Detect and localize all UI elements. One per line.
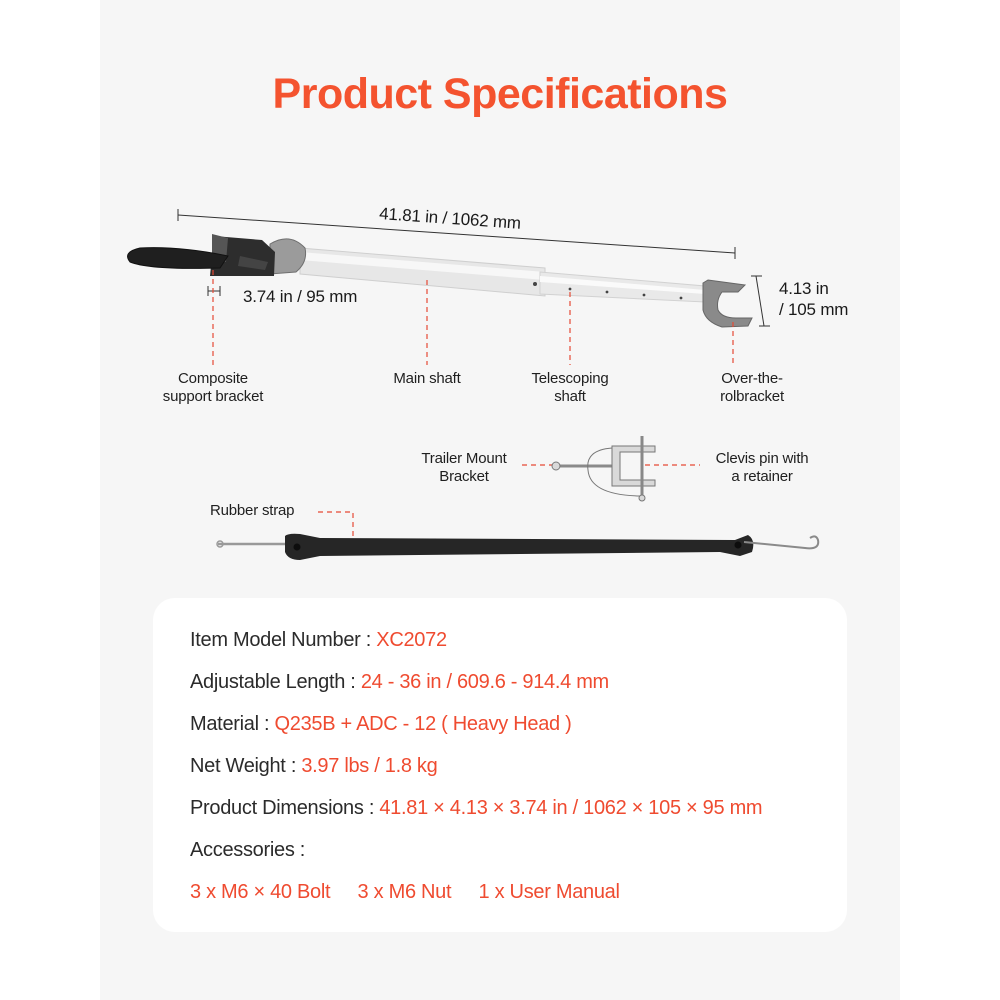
label-main-shaft: Main shaft <box>393 370 461 387</box>
accessory-item: 1 x User Manual <box>478 881 620 903</box>
bracket-height-label: 4.13 in / 105 mm <box>779 279 849 319</box>
label-rubber-strap: Rubber strap <box>210 502 295 519</box>
page-title: Product Specifications <box>272 70 728 118</box>
handle-width-dimension <box>208 286 220 296</box>
label-over-the-roll-bracket: Over-the- rolbracket <box>720 370 784 405</box>
trailer-mount-bracket-image <box>552 436 655 501</box>
rubber-strap-image <box>217 534 818 560</box>
spec-model-number: Item Model Number : XC2072 <box>190 629 447 651</box>
spec-net-weight: Net Weight : 3.97 lbs / 1.8 kg <box>190 755 438 777</box>
spec-accessories-list <box>190 880 642 904</box>
label-clevis-pin: Clevis pin with a retainer <box>715 450 809 485</box>
bracket-height-dimension <box>751 276 770 326</box>
overall-length-label: 41.81 in / 1062 mm <box>378 203 522 233</box>
label-composite-support-bracket: Composite support bracket <box>162 370 264 405</box>
spec-accessories-label: Accessories : <box>190 839 306 861</box>
label-trailer-mount-bracket: Trailer Mount Bracket <box>421 450 507 485</box>
label-telescoping-shaft: Telescoping shaft <box>531 370 609 405</box>
spec-adjustable-length: Adjustable Length : 24 - 36 in / 609.6 - 914.4 mm <box>190 671 609 693</box>
spec-product-dimensions: Product Dimensions : 41.81 × 4.13 × 3.74 in / 1062 × 105 × 95 mm <box>190 797 763 819</box>
leader-lines <box>213 270 733 540</box>
specs-card <box>153 598 847 932</box>
handle-width-label: 3.74 in / 95 mm <box>243 287 358 306</box>
spec-material: Material : Q235B + ADC - 12 ( Heavy Head ) <box>190 713 572 735</box>
accessory-item: 3 x M6 × 40 Bolt <box>190 881 331 903</box>
accessory-item: 3 x M6 Nut <box>357 881 452 903</box>
